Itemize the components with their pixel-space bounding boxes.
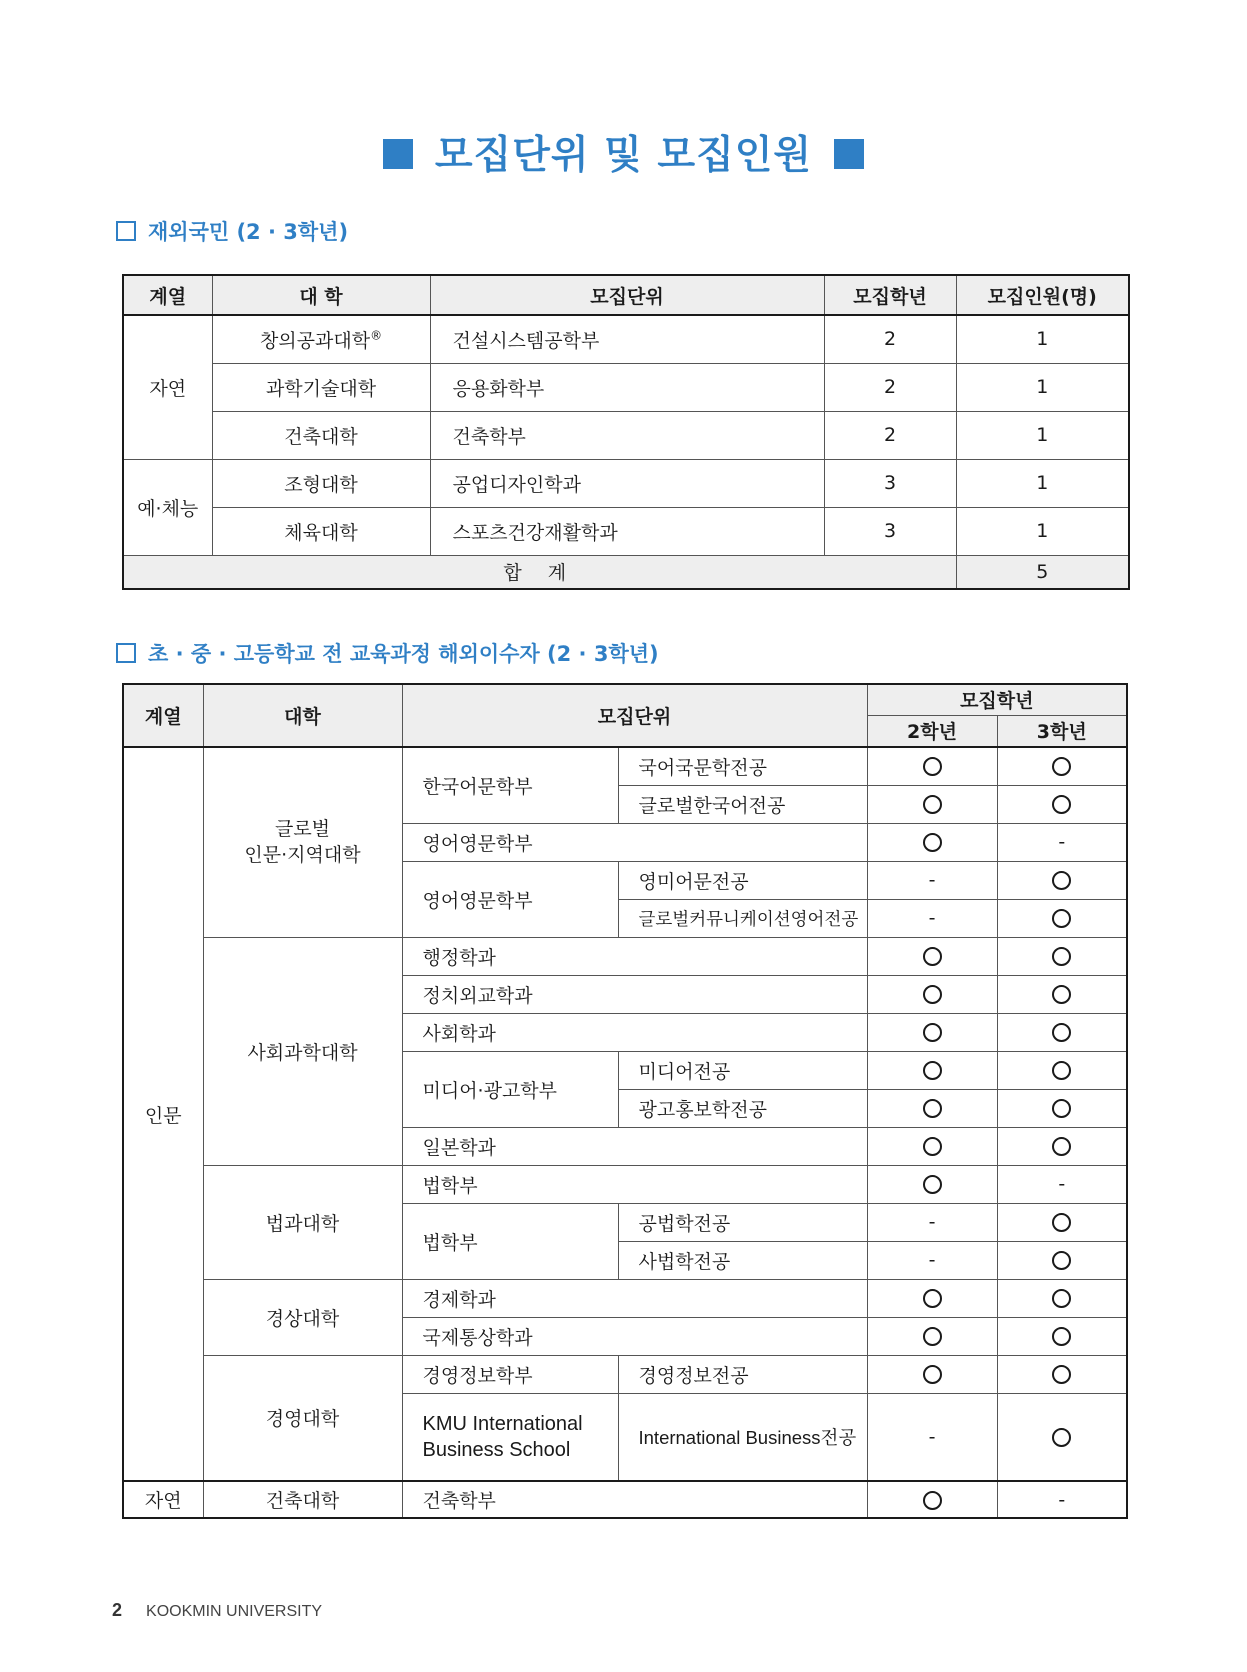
circle-icon bbox=[923, 1023, 942, 1042]
mark-cell: - bbox=[867, 899, 997, 937]
header-unit: 모집단위 bbox=[430, 275, 824, 315]
dept-cell: 경제학과 bbox=[402, 1279, 867, 1317]
circle-icon bbox=[923, 947, 942, 966]
mark-cell bbox=[867, 1355, 997, 1393]
circle-icon bbox=[923, 1365, 942, 1384]
circle-icon bbox=[1052, 909, 1071, 928]
circle-icon bbox=[1052, 1251, 1071, 1270]
mark-cell bbox=[997, 1241, 1127, 1279]
mark-cell bbox=[867, 1051, 997, 1089]
college-cell: 사회과학대학 bbox=[203, 937, 402, 1165]
table-row bbox=[123, 747, 1127, 785]
table-row bbox=[123, 1279, 1127, 1317]
mark-cell bbox=[997, 1051, 1127, 1089]
header-year-3: 3학년 bbox=[997, 715, 1127, 747]
mark-cell bbox=[997, 1127, 1127, 1165]
table-overseas-curriculum bbox=[122, 683, 1128, 1519]
count-cell: 1 bbox=[956, 507, 1129, 555]
major-cell: 광고홍보학전공 bbox=[618, 1089, 867, 1127]
circle-icon bbox=[1052, 1327, 1071, 1346]
header-year: 모집학년 bbox=[867, 684, 1127, 715]
mark-cell bbox=[867, 823, 997, 861]
mark-cell bbox=[867, 1127, 997, 1165]
mark-cell: - bbox=[997, 1481, 1127, 1518]
college-cell: 글로벌 인문·지역대학 bbox=[203, 747, 402, 937]
total-row bbox=[123, 555, 1129, 589]
major-cell: 경영정보전공 bbox=[618, 1355, 867, 1393]
table-overseas-koreans bbox=[122, 274, 1130, 590]
circle-icon bbox=[923, 985, 942, 1004]
dept-cell: 영어영문학부 bbox=[402, 861, 618, 937]
section2-heading: 초 · 중 · 고등학교 전 교육과정 해외이수자 (2 · 3학년) bbox=[116, 638, 659, 668]
table-row bbox=[123, 459, 1129, 507]
dept-cell: 영어영문학부 bbox=[402, 823, 867, 861]
college-cell: 조형대학 bbox=[212, 459, 430, 507]
footer-text: KOOKMIN UNIVERSITY bbox=[146, 1603, 323, 1620]
mark-cell: - bbox=[997, 823, 1127, 861]
major-cell: International Business전공 bbox=[618, 1393, 867, 1481]
circle-icon bbox=[1052, 1061, 1071, 1080]
dept-cell: 한국어문학부 bbox=[402, 747, 618, 823]
header-unit: 모집단위 bbox=[402, 684, 867, 747]
mark-cell bbox=[997, 899, 1127, 937]
mark-cell bbox=[997, 861, 1127, 899]
table-row bbox=[123, 937, 1127, 975]
major-cell: 미디어전공 bbox=[618, 1051, 867, 1089]
checkbox-square-icon bbox=[116, 643, 136, 663]
dept-cell: 경영정보학부 bbox=[402, 1355, 618, 1393]
year-cell: 2 bbox=[824, 363, 956, 411]
college-cell: 법과대학 bbox=[203, 1165, 402, 1279]
mark-cell bbox=[997, 1393, 1127, 1481]
circle-icon bbox=[1052, 757, 1071, 776]
header-count: 모집인원(명) bbox=[956, 275, 1129, 315]
table-row bbox=[123, 507, 1129, 555]
count-cell: 1 bbox=[956, 459, 1129, 507]
major-cell: 국어국문학전공 bbox=[618, 747, 867, 785]
checkbox-square-icon bbox=[116, 221, 136, 241]
mark-cell bbox=[867, 1013, 997, 1051]
mark-cell bbox=[867, 1165, 997, 1203]
circle-icon bbox=[1052, 1099, 1071, 1118]
square-icon bbox=[383, 139, 413, 169]
mark-cell bbox=[997, 1203, 1127, 1241]
field-cell: 자연 bbox=[123, 315, 212, 459]
unit-cell: 응용화학부 bbox=[430, 363, 824, 411]
mark-cell bbox=[867, 975, 997, 1013]
circle-icon bbox=[1052, 1365, 1071, 1384]
mark-cell bbox=[867, 937, 997, 975]
unit-cell: 공업디자인학과 bbox=[430, 459, 824, 507]
circle-icon bbox=[1052, 1023, 1071, 1042]
unit-cell: 건설시스템공학부 bbox=[430, 315, 824, 363]
footer bbox=[112, 1600, 322, 1621]
year-cell: 3 bbox=[824, 507, 956, 555]
dept-cell: 국제통상학과 bbox=[402, 1317, 867, 1355]
mark-cell: - bbox=[867, 1241, 997, 1279]
header-year-2: 2학년 bbox=[867, 715, 997, 747]
college-cell: 건축대학 bbox=[203, 1481, 402, 1518]
dept-cell: 건축학부 bbox=[402, 1481, 867, 1518]
dept-cell: 법학부 bbox=[402, 1203, 618, 1279]
circle-icon bbox=[923, 757, 942, 776]
field-cell: 인문 bbox=[123, 747, 203, 1481]
count-cell: 1 bbox=[956, 363, 1129, 411]
mark-cell: - bbox=[997, 1165, 1127, 1203]
college-cell: 창의공과대학® bbox=[212, 315, 430, 363]
year-cell: 2 bbox=[824, 411, 956, 459]
table-row bbox=[123, 1481, 1127, 1518]
page-title: 모집단위 및 모집인원 bbox=[0, 124, 1247, 180]
mark-cell bbox=[997, 937, 1127, 975]
count-cell: 1 bbox=[956, 315, 1129, 363]
college-cell: 체육대학 bbox=[212, 507, 430, 555]
table-row bbox=[123, 411, 1129, 459]
circle-icon bbox=[923, 1099, 942, 1118]
mark-cell bbox=[867, 1089, 997, 1127]
total-label: 합 계 bbox=[123, 555, 956, 589]
header-college: 대학 bbox=[203, 684, 402, 747]
dept-cell: KMU International Business School bbox=[402, 1393, 618, 1481]
unit-cell: 건축학부 bbox=[430, 411, 824, 459]
major-cell: 글로벌커뮤니케이션영어전공 bbox=[618, 899, 867, 937]
dept-cell: 법학부 bbox=[402, 1165, 867, 1203]
mark-cell bbox=[867, 1481, 997, 1518]
mark-cell bbox=[997, 1013, 1127, 1051]
mark-cell bbox=[997, 1279, 1127, 1317]
mark-cell bbox=[867, 747, 997, 785]
page-number: 2 bbox=[112, 1600, 123, 1620]
mark-cell: - bbox=[867, 1203, 997, 1241]
mark-cell bbox=[997, 1317, 1127, 1355]
dept-cell: 미디어·광고학부 bbox=[402, 1051, 618, 1127]
major-cell: 글로벌한국어전공 bbox=[618, 785, 867, 823]
college-cell: 경영대학 bbox=[203, 1355, 402, 1481]
field-cell: 자연 bbox=[123, 1481, 203, 1518]
mark-cell bbox=[997, 785, 1127, 823]
header-college: 대 학 bbox=[212, 275, 430, 315]
table-row bbox=[123, 363, 1129, 411]
dept-cell: 사회학과 bbox=[402, 1013, 867, 1051]
circle-icon bbox=[1052, 1213, 1071, 1232]
circle-icon bbox=[923, 1289, 942, 1308]
year-cell: 3 bbox=[824, 459, 956, 507]
mark-cell bbox=[867, 785, 997, 823]
circle-icon bbox=[923, 1061, 942, 1080]
header-field: 계열 bbox=[123, 684, 203, 747]
field-cell: 예·체능 bbox=[123, 459, 212, 555]
mark-cell bbox=[997, 747, 1127, 785]
unit-cell: 스포츠건강재활학과 bbox=[430, 507, 824, 555]
mark-cell bbox=[997, 975, 1127, 1013]
registered-mark: ® bbox=[370, 328, 383, 343]
square-icon bbox=[834, 139, 864, 169]
table-row bbox=[123, 315, 1129, 363]
circle-icon bbox=[1052, 1137, 1071, 1156]
dept-cell: 일본학과 bbox=[402, 1127, 867, 1165]
mark-cell: - bbox=[867, 861, 997, 899]
total-value: 5 bbox=[956, 555, 1129, 589]
mark-cell bbox=[997, 1355, 1127, 1393]
circle-icon bbox=[923, 795, 942, 814]
circle-icon bbox=[1052, 985, 1071, 1004]
circle-icon bbox=[1052, 947, 1071, 966]
college-cell: 과학기술대학 bbox=[212, 363, 430, 411]
circle-icon bbox=[1052, 1428, 1071, 1447]
mark-cell: - bbox=[867, 1393, 997, 1481]
section1-heading: 재외국민 (2 · 3학년) bbox=[116, 216, 348, 246]
dept-cell: 정치외교학과 bbox=[402, 975, 867, 1013]
mark-cell bbox=[997, 1089, 1127, 1127]
circle-icon bbox=[923, 1137, 942, 1156]
circle-icon bbox=[923, 1491, 942, 1510]
mark-cell bbox=[867, 1317, 997, 1355]
count-cell: 1 bbox=[956, 411, 1129, 459]
circle-icon bbox=[923, 833, 942, 852]
table-row bbox=[123, 1355, 1127, 1393]
circle-icon bbox=[1052, 795, 1071, 814]
header-year: 모집학년 bbox=[824, 275, 956, 315]
table-row bbox=[123, 1165, 1127, 1203]
circle-icon bbox=[923, 1327, 942, 1346]
college-cell: 건축대학 bbox=[212, 411, 430, 459]
college-cell: 경상대학 bbox=[203, 1279, 402, 1355]
circle-icon bbox=[1052, 1289, 1071, 1308]
circle-icon bbox=[1052, 871, 1071, 890]
major-cell: 사법학전공 bbox=[618, 1241, 867, 1279]
year-cell: 2 bbox=[824, 315, 956, 363]
dept-cell: 행정학과 bbox=[402, 937, 867, 975]
header-field: 계열 bbox=[123, 275, 212, 315]
major-cell: 영미어문전공 bbox=[618, 861, 867, 899]
major-cell: 공법학전공 bbox=[618, 1203, 867, 1241]
circle-icon bbox=[923, 1175, 942, 1194]
mark-cell bbox=[867, 1279, 997, 1317]
